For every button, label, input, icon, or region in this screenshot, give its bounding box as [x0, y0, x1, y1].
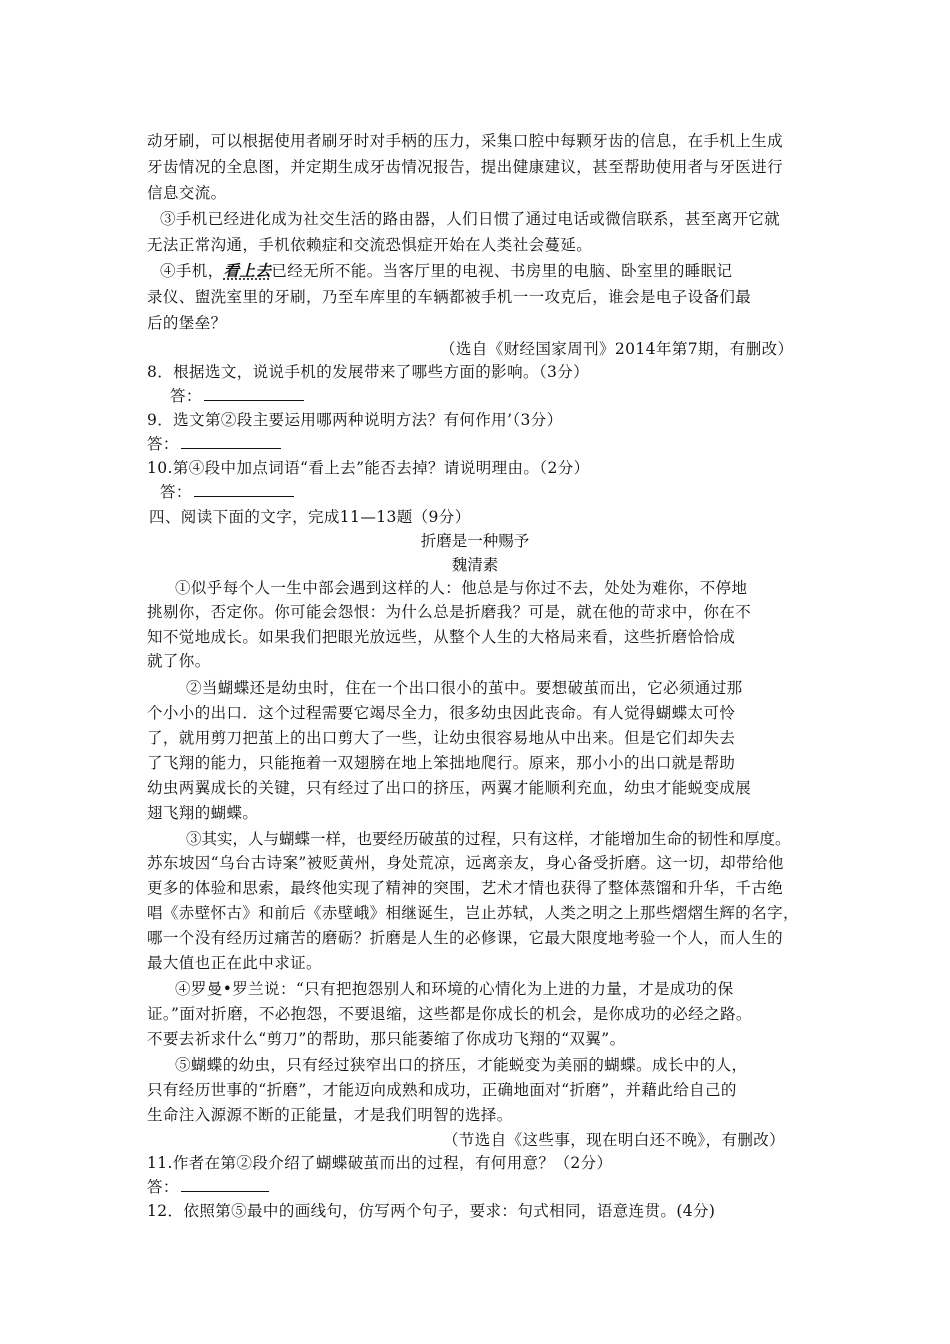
answer-label: 答：: [147, 1178, 179, 1196]
s4-p2-line-4: 了飞翔的能力，只能拖着一双翅膀在地上笨拙地爬行。原来，那小小的出口就是帮助: [147, 754, 736, 772]
answer-9: [147, 434, 281, 454]
p4-prefix: ④手机，: [160, 262, 224, 280]
question-10: 10.第④段中加点词语“看上去”能否去掉？请说明理由。（2分）: [147, 459, 590, 477]
p1-line-3: 信息交流。: [147, 184, 227, 202]
answer-label: 答：: [160, 483, 192, 501]
section4-source: （节选自《这些事，现在明白还不晚》，有删改）: [443, 1131, 786, 1149]
p4-rest: 已经无所不能。当客厅里的电视、书房里的电脑、卧室里的睡眠记: [271, 262, 733, 280]
s4-p5-line-3: 生命注入源源不断的正能量，才是我们明智的选择。: [147, 1106, 513, 1124]
p4-line-2: 录仪、盥洗室里的牙刷，乃至车库里的车辆都被手机一一攻克后，谁会是电子设备们最: [147, 288, 752, 306]
s4-p5-line-2: 只有经历世事的“折磨”，才能迈向成熟和成功，正确地面对“折磨”，并藉此给自己的: [147, 1081, 737, 1099]
s4-p5-line-1: ⑤蝴蝶的幼虫，只有经过狭窄出口的挤压，才能蜕变为美丽的蝴蝶。成长中的人，: [175, 1056, 748, 1074]
s4-p2-line-1: ②当蝴蝶还是幼虫时，住在一个出口很小的茧中。要想破茧而出，它必须通过那: [186, 679, 743, 697]
s4-p1-line-4: 就了你。: [147, 652, 211, 670]
s4-p3-line-5: 哪一个没有经历过痛苦的磨砺？折磨是人生的必修课，它最大限度地考验一个人，而人生的: [147, 929, 784, 947]
p4-line-1: [160, 261, 732, 281]
s4-p1-line-1: ①似乎每个人一生中部会遇到这样的人：他总是与你过不去，处处为难你，不停地: [175, 579, 748, 597]
answer-blank[interactable]: [181, 434, 281, 449]
question-9: 9．选文第②段主要运用哪两种说明方法？有何作用’（3分）: [147, 411, 563, 429]
p3-line-1: ③手机已经进化成为社交生活的路由器，人们日惯了通过电话或微信联系，甚至离开它就: [160, 210, 781, 228]
article-title: 折磨是一种赐予: [420, 532, 530, 550]
answer-8: [170, 386, 304, 406]
answer-blank[interactable]: [181, 1177, 269, 1192]
s4-p2-line-5: 幼虫两翼成长的关键，只有经过了出口的挤压，两翼才能顺利充血，幼虫才能蜕变成展: [147, 779, 752, 797]
s4-p3-line-1: ③其实，人与蝴蝶一样，也要经历破茧的过程，只有这样，才能增加生命的韧性和厚度。: [186, 830, 791, 848]
answer-label: 答：: [170, 387, 202, 405]
s4-p3-line-6: 最大值也正在此中求证。: [147, 954, 322, 972]
s4-p2-line-2: 个小小的出口．这个过程需要它竭尽全力，很多幼虫因此丧命。有人觉得蝴蝶太可怜: [147, 704, 736, 722]
s4-p3-line-2: 苏东坡因“乌台古诗案”被贬黄州，身处荒凉，远离亲友，身心备受折磨。这一切，却带给他: [147, 854, 784, 872]
answer-label: 答：: [147, 435, 179, 453]
p1-line-2: 牙齿情况的全息图，并定期生成牙齿情况报告，提出健康建议，甚至帮助使用者与牙医进行: [147, 158, 784, 176]
s4-p1-line-3: 知不觉地成长。如果我们把眼光放远些，从整个人生的大格局来看，这些折磨恰恰成: [147, 628, 736, 646]
answer-11: [147, 1177, 269, 1197]
s4-p2-line-6: 翅飞翔的蝴蝶。: [147, 804, 259, 822]
section4-heading: 四、阅读下面的文字，完成11—13题（9分）: [149, 508, 471, 526]
s4-p3-line-3: 更多的体验和思索，最终他实现了精神的突围，艺术才情也获得了整体蒸馏和升华，千古绝: [147, 879, 784, 897]
article-author: 魏清素: [451, 556, 499, 574]
dotted-word: 看上去: [223, 261, 272, 280]
p1-line-1: 动牙刷，可以根据使用者刷牙时对手柄的压力，采集口腔中每颗牙齿的信息，在手机上生成: [147, 132, 784, 150]
s4-p4-line-1: ④罗曼•罗兰说：“只有把抱怨别人和环境的心情化为上进的力量，才是成功的保: [175, 980, 734, 998]
question-12: 12．依照第⑤最中的画线句，仿写两个句子，要求：句式相同，语意连贯。(4分): [147, 1202, 716, 1220]
passage3-source: （选自《财经国家周刊》2014年第7期，有删改）: [440, 340, 794, 358]
question-11: 11.作者在第②段介绍了蝴蝶破茧而出的过程，有何用意？（2分）: [147, 1154, 613, 1172]
p4-line-3: 后的堡垒？: [147, 314, 227, 332]
answer-blank[interactable]: [204, 386, 304, 401]
s4-p1-line-2: 挑剔你，否定你。你可能会怨恨：为什么总是折磨我？可是，就在他的苛求中，你在不: [147, 603, 752, 621]
question-8: 8．根据选文，说说手机的发展带来了哪些方面的影响。（3分）: [147, 363, 590, 381]
p3-line-2: 无法正常沟通，手机依赖症和交流恐惧症开始在人类社会蔓延。: [147, 236, 593, 254]
s4-p3-line-4: 唱《赤壁怀古》和前后《赤壁峨》相继诞生，岂止苏轼，人类之明之上那些熠熠生辉的名字，: [147, 904, 799, 922]
s4-p2-line-3: 了，就用剪刀把茧上的出口剪大了一些，让幼虫很容易地从中出来。但是它们却失去: [147, 729, 736, 747]
s4-p4-line-2: 证。”面对折磨，不必抱怨，不要退缩，这些都是你成长的机会，是你成功的必经之路。: [147, 1005, 752, 1023]
answer-blank[interactable]: [194, 482, 294, 497]
s4-p4-line-3: 不要去祈求什么“剪刀”的帮助，那只能萎缩了你成功飞翔的“双翼”。: [147, 1030, 626, 1048]
answer-10: [160, 482, 294, 502]
